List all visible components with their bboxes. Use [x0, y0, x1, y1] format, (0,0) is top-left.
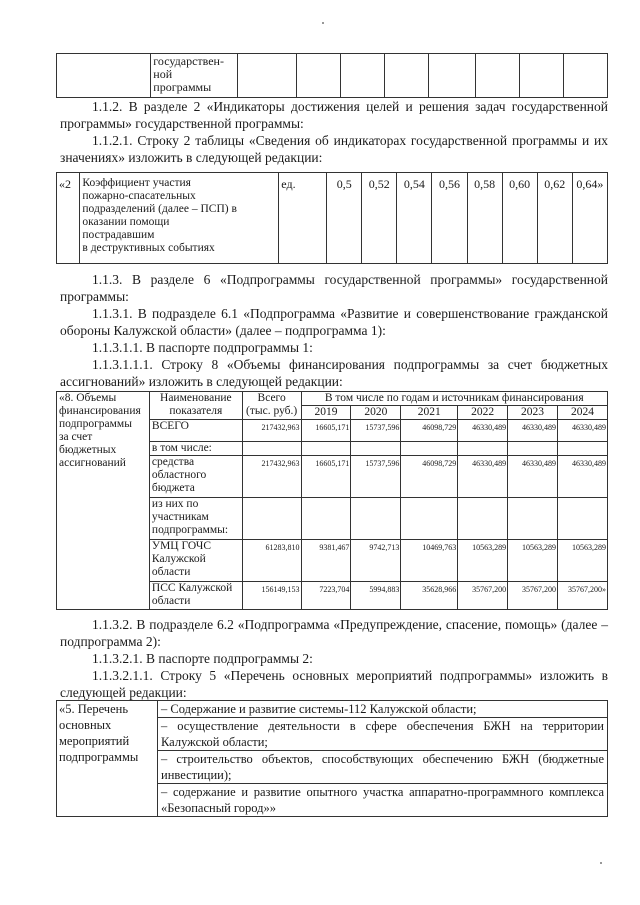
year-header: 2024: [558, 406, 608, 420]
row-value: 15737,596: [351, 420, 401, 442]
row-name: ВСЕГО: [149, 420, 242, 442]
row-value: 10469,763: [401, 540, 458, 582]
row-value: 35628,966: [401, 582, 458, 610]
top-table-fragment: [56, 53, 608, 98]
indicator-value: 0,52: [362, 173, 397, 264]
row-value: 10563,289: [508, 540, 558, 582]
row-value: 5994,883: [351, 582, 401, 610]
row-value: 46330,489: [458, 456, 508, 498]
measures-label: «5. Перечень основных мероприятий подпрограммы: [57, 701, 158, 817]
paragraph-1-1-3-1-1: 1.1.3.1.1. В паспорте подпрограммы 1:: [92, 340, 313, 355]
row-value: 46330,489: [558, 420, 608, 442]
indicator-table: [56, 172, 608, 264]
year-header: 2020: [351, 406, 401, 420]
measure-item: – осуществление деятельности в сфере обеспечения БЖН на территории Калужской области;: [158, 718, 607, 751]
paragraph-1-1-3: 1.1.3. В разделе 6 «Подпрограммы государственной программы» государственной программы:: [60, 272, 608, 304]
funding-table: [56, 391, 608, 610]
paragraph-1-1-3-2: 1.1.3.2. В подразделе 6.2 «Подпрограмма «Предупреждение, спасение, помощь» (далее – подпрограмма 2):: [60, 617, 608, 649]
row-value: 9381,467: [301, 540, 351, 582]
scan-speck: [600, 862, 602, 864]
measure-item: – Содержание и развитие системы-112 Калужской области;: [158, 701, 607, 718]
row-value: 35767,200: [458, 582, 508, 610]
paragraph-1-1-3-2-1: 1.1.3.2.1. В паспорте подпрограммы 2:: [92, 651, 313, 666]
indicator-value: 0,56: [432, 173, 467, 264]
row-value: 15737,596: [351, 456, 401, 498]
paragraph-1-1-3-2-1-1: 1.1.3.2.1.1. Строку 5 «Перечень основных мероприятий подпрограммы» изложить в следующей редакции:: [60, 668, 608, 700]
indicator-value: 0,60: [502, 173, 537, 264]
row-total: 61283,810: [242, 540, 301, 582]
measure-item: – содержание и развитие опытного участка аппаратно-программного комплекса «Безопасный город»»: [161, 785, 604, 815]
paragraph-1-1-3-1: 1.1.3.1. В подразделе 6.1 «Подпрограмма «Развитие и совершенствование гражданской обороны Калужской области» (далее – подпрограмма 1):: [60, 306, 608, 338]
scan-speck: [322, 22, 324, 24]
indicator-value: 0,5: [327, 173, 362, 264]
indicator-value: 0,64»: [572, 173, 607, 264]
row-value: 46098,729: [401, 456, 458, 498]
measure-item: – строительство объектов, способствующих обеспечению БЖН (бюджетные инвестиции);: [158, 751, 607, 784]
funding-col-name: Наименование показателя: [149, 392, 242, 420]
row-value: 46330,489: [458, 420, 508, 442]
row-value: 10563,289: [558, 540, 608, 582]
indicator-name: Коэффициент участия пожарно-спасательных подразделений (далее – ПСП) в оказании помощи пострадавшим в деструктивных событиях: [80, 173, 279, 264]
year-header: 2019: [301, 406, 351, 420]
measures-table: [56, 700, 608, 817]
row-total: 217432,963: [242, 456, 301, 498]
year-header: 2021: [401, 406, 458, 420]
paragraph-1-1-3-1-1-1: 1.1.3.1.1.1. Строку 8 «Объемы финансирования подпрограммы за счет бюджетных ассигнований» изложить в следующей редакции:: [60, 357, 608, 389]
paragraph-1-1-2: 1.1.2. В разделе 2 «Индикаторы достижения целей и решения задач государственной программы» государственной программы:: [60, 99, 608, 131]
row-name: средства областного бюджета: [149, 456, 242, 498]
funding-row-label: «8. Объемы финансирования подпрограммы за счет бюджетных ассигнований: [57, 392, 150, 610]
indicator-num: «2: [57, 173, 80, 264]
row-name: в том числе:: [149, 442, 242, 456]
row-value: 10563,289: [458, 540, 508, 582]
row-value: 46330,489: [508, 420, 558, 442]
row-name: ПСС Калужской области: [149, 582, 242, 610]
indicator-value: 0,58: [467, 173, 502, 264]
row-value: 35767,200»: [558, 582, 608, 610]
row-value: 7223,704: [301, 582, 351, 610]
year-header: 2023: [508, 406, 558, 420]
row-value: 35767,200: [508, 582, 558, 610]
row-name: из них по участникам подпрограммы:: [149, 498, 242, 540]
row-value: 16605,171: [301, 420, 351, 442]
indicator-unit: ед.: [279, 173, 327, 264]
row-value: 9742,713: [351, 540, 401, 582]
year-header: 2022: [458, 406, 508, 420]
row-value: 46098,729: [401, 420, 458, 442]
paragraph-1-1-2-1: 1.1.2.1. Строку 2 таблицы «Сведения об индикаторах государственной программы и их значениях» изложить в следующей редакции:: [60, 133, 608, 165]
row-value: 46330,489: [558, 456, 608, 498]
row-value: 46330,489: [508, 456, 558, 498]
row-total: 156149,153: [242, 582, 301, 610]
indicator-value: 0,62: [537, 173, 572, 264]
top-table-cell: государствен- ной программы: [151, 54, 238, 98]
row-name: УМЦ ГОЧС Калужской области: [149, 540, 242, 582]
row-value: 16605,171: [301, 456, 351, 498]
row-total: 217432,963: [242, 420, 301, 442]
funding-col-total: Всего (тыс. руб.): [242, 392, 301, 420]
indicator-value: 0,54: [397, 173, 432, 264]
funding-col-span: В том числе по годам и источникам финансирования: [301, 392, 607, 406]
